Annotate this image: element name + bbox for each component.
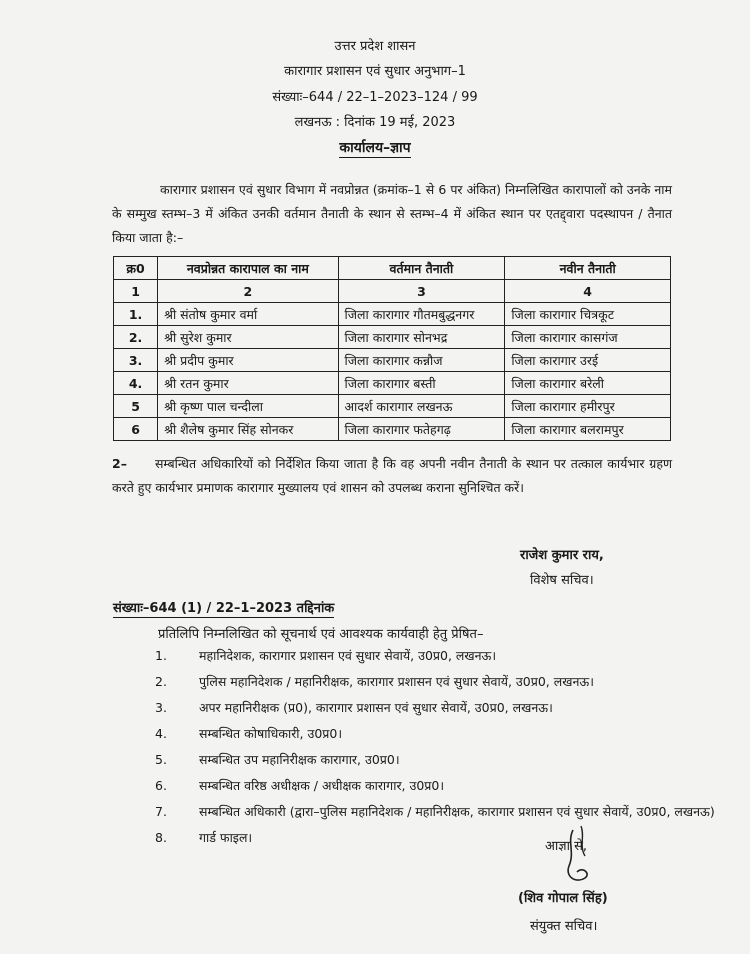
list-item xyxy=(155,801,715,822)
copy-recipient-list xyxy=(155,645,715,853)
paragraph-1: कारागार प्रशासन एवं सुधार विभाग में नवप्रोन्नत (क्रमांक–1 से 6 पर अंकित) निम्नलिखित कारापालों को उनके नाम के सम्मुख स्तम्भ–3 में अंकित उनकी वर्तमान तैनाती के स्थान से स्तम्भ–4 में अंकित स्थान पर एतद्द्वारा पदस्थापन / तैनात किया जाता है:– xyxy=(112,182,672,245)
signatory-2-designation: संयुक्त सचिव। xyxy=(530,919,598,934)
cell-new-posting: जिला कारागार चित्रकूट xyxy=(505,303,671,326)
by-order-text: आज्ञा से, xyxy=(545,839,588,854)
list-item-text: महानिदेशक, कारागार प्रशासन एवं सुधार सेवायें, उ0प्र0, लखनऊ। xyxy=(199,648,497,663)
list-item xyxy=(155,723,715,744)
list-item-text: अपर महानिरीक्षक (प्र0), कारागार प्रशासन एवं सुधार सेवायें, उ0प्र0, लखनऊ। xyxy=(199,700,553,715)
document-heading: कार्यालय–ज्ञाप xyxy=(339,140,411,156)
cell-current-posting: जिला कारागार गौतमबुद्धनगर xyxy=(338,303,505,326)
list-item-number: 8. xyxy=(155,830,167,845)
cell-new-posting: जिला कारागार बलरामपुर xyxy=(505,418,671,441)
header-line-date: लखनऊ : दिनांक 19 मई, 2023 xyxy=(294,115,456,130)
table-row xyxy=(114,349,671,372)
list-item-number: 7. xyxy=(155,804,167,819)
handwritten-signature xyxy=(545,822,615,892)
cell-name: श्री शैलेष कुमार सिंह सोनकर xyxy=(158,418,338,441)
list-item-text: सम्बन्धित वरिष्ठ अधीक्षक / अधीक्षक कारागार, उ0प्र0। xyxy=(199,778,445,793)
list-item-text: सम्बन्धित अधिकारी (द्वारा–पुलिस महानिदेशक / महानिरीक्षक, कारागार प्रशासन एवं सुधार सेवायें, उ0प्र0, लखनऊ) xyxy=(199,804,715,819)
list-item-text: गार्ड फाइल। xyxy=(199,830,253,845)
cell-serial: 5 xyxy=(114,395,158,418)
header-line-department: कारागार प्रशासन एवं सुधार अनुभाग–1 xyxy=(284,64,466,79)
cell-current-posting: जिला कारागार कन्नौज xyxy=(338,349,505,372)
cell-name: श्री सुरेश कुमार xyxy=(158,326,338,349)
cell-new-posting: जिला कारागार बरेली xyxy=(505,372,671,395)
cell-current-posting: जिला कारागार सोनभद्र xyxy=(338,326,505,349)
cell-name: श्री कृष्ण पाल चन्दीला xyxy=(158,395,338,418)
copy-reference: संख्याः–644 (1) / 22–1–2023 तद्दिनांक xyxy=(113,598,334,618)
cell-name: श्री प्रदीप कुमार xyxy=(158,349,338,372)
table-row xyxy=(114,395,671,418)
cell-name: श्री संतोष कुमार वर्मा xyxy=(158,303,338,326)
col-number: 4 xyxy=(505,280,671,303)
paragraph-number: 2– xyxy=(112,456,127,471)
cell-new-posting: जिला कारागार कासगंज xyxy=(505,326,671,349)
table-row xyxy=(114,303,671,326)
cell-new-posting: जिला कारागार हमीरपुर xyxy=(505,395,671,418)
paragraph-2-text: सम्बन्धित अधिकारियों को निर्देशित किया जाता है कि वह अपनी नवीन तैनाती के स्थान पर तत्काल कार्यभार ग्रहण करते हुए कार्यभार प्रमाणक कारागार मुख्यालय एवं शासन को उपलब्ध कराना सुनिश्चित करें। xyxy=(112,456,672,495)
signatory-1-designation: विशेष सचिव। xyxy=(530,573,594,588)
list-item-number: 3. xyxy=(155,700,167,715)
col-number: 3 xyxy=(338,280,505,303)
copy-intro: प्रतिलिपि निम्नलिखित को सूचनार्थ एवं आवश्यक कार्यवाही हेतु प्रेषित– xyxy=(158,627,484,642)
header-line-reference: संख्याः–644 / 22–1–2023–124 / 99 xyxy=(272,90,478,105)
list-item xyxy=(155,749,715,770)
list-item xyxy=(155,671,715,692)
header-line-government: उत्तर प्रदेश शासन xyxy=(334,39,416,54)
table-header-row xyxy=(114,257,671,280)
list-item-number: 6. xyxy=(155,778,167,793)
table-column-number-row xyxy=(114,280,671,303)
list-item-text: पुलिस महानिदेशक / महानिरीक्षक, कारागार प्रशासन एवं सुधार सेवायें, उ0प्र0, लखनऊ। xyxy=(199,674,594,689)
col-header-serial: क्र0 xyxy=(114,257,158,280)
cell-serial: 3. xyxy=(114,349,158,372)
list-item-number: 1. xyxy=(155,648,167,663)
table-row xyxy=(114,326,671,349)
table-row xyxy=(114,372,671,395)
cell-name: श्री रतन कुमार xyxy=(158,372,338,395)
col-number: 2 xyxy=(158,280,338,303)
cell-serial: 4. xyxy=(114,372,158,395)
cell-current-posting: जिला कारागार फतेहगढ़ xyxy=(338,418,505,441)
signatory-2-name: (शिव गोपाल सिंह) xyxy=(518,891,608,906)
list-item xyxy=(155,775,715,796)
list-item-number: 2. xyxy=(155,674,167,689)
postings-table xyxy=(113,256,671,441)
col-header-current-posting: वर्तमान तैनाती xyxy=(338,257,505,280)
list-item-number: 5. xyxy=(155,752,167,767)
cell-current-posting: आदर्श कारागार लखनऊ xyxy=(338,395,505,418)
cell-current-posting: जिला कारागार बस्ती xyxy=(338,372,505,395)
col-header-name: नवप्रोन्नत कारापाल का नाम xyxy=(158,257,338,280)
list-item-text: सम्बन्धित कोषाधिकारी, उ0प्र0। xyxy=(199,726,343,741)
list-item-text: सम्बन्धित उप महानिरीक्षक कारागार, उ0प्र0। xyxy=(199,752,400,767)
paragraph-2 xyxy=(112,452,672,500)
list-item xyxy=(155,827,715,848)
signatory-1-name: राजेश कुमार राय, xyxy=(520,548,604,563)
cell-serial: 6 xyxy=(114,418,158,441)
list-item-number: 4. xyxy=(155,726,167,741)
list-item xyxy=(155,697,715,718)
list-item xyxy=(155,645,715,666)
col-number: 1 xyxy=(114,280,158,303)
col-header-new-posting: नवीन तैनाती xyxy=(505,257,671,280)
table-row xyxy=(114,418,671,441)
cell-new-posting: जिला कारागार उरई xyxy=(505,349,671,372)
cell-serial: 1. xyxy=(114,303,158,326)
cell-serial: 2. xyxy=(114,326,158,349)
